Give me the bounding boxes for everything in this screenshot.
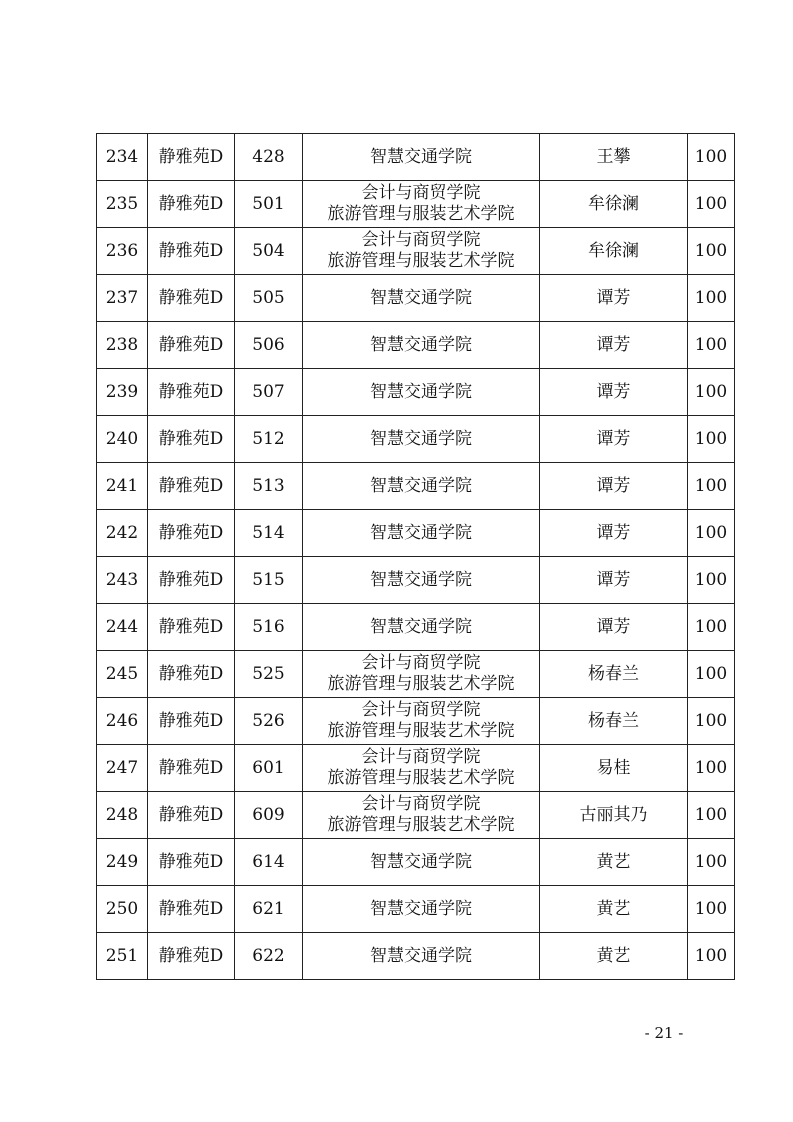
- person-cell: 谭芳: [540, 557, 688, 604]
- college-cell: [303, 839, 540, 886]
- building-cell: 静雅苑D: [148, 604, 235, 651]
- college-cell: [303, 557, 540, 604]
- table-row: [97, 228, 735, 275]
- college-line: 智慧交通学院: [370, 475, 472, 496]
- room-cell: 621: [235, 886, 303, 933]
- room-cell: 506: [235, 322, 303, 369]
- college-line: 旅游管理与服装艺术学院: [327, 721, 515, 741]
- person-cell: 杨春兰: [540, 651, 688, 698]
- table-row: [97, 416, 735, 463]
- person-cell: 黄艺: [540, 886, 688, 933]
- page-number: - 21 -: [644, 1024, 684, 1042]
- college-line: 旅游管理与服装艺术学院: [327, 251, 515, 271]
- person-cell: 谭芳: [540, 463, 688, 510]
- person-cell: 谭芳: [540, 369, 688, 416]
- college-line: 智慧交通学院: [370, 945, 472, 966]
- score-cell: 100: [688, 604, 735, 651]
- room-cell: 428: [235, 134, 303, 181]
- score-cell: 100: [688, 651, 735, 698]
- row-number: 237: [97, 275, 148, 322]
- building-cell: 静雅苑D: [148, 228, 235, 275]
- score-cell: 100: [688, 275, 735, 322]
- table-row: [97, 839, 735, 886]
- row-number: 250: [97, 886, 148, 933]
- college-line: 会计与商贸学院: [361, 653, 481, 673]
- score-cell: 100: [688, 463, 735, 510]
- row-number: 246: [97, 698, 148, 745]
- building-cell: 静雅苑D: [148, 933, 235, 980]
- table-row: [97, 463, 735, 510]
- college-line: 智慧交通学院: [370, 381, 472, 402]
- score-cell: 100: [688, 134, 735, 181]
- score-cell: 100: [688, 228, 735, 275]
- row-number: 243: [97, 557, 148, 604]
- table-row: [97, 604, 735, 651]
- row-number: 251: [97, 933, 148, 980]
- college-line: 会计与商贸学院: [361, 794, 481, 814]
- building-cell: 静雅苑D: [148, 181, 235, 228]
- college-line: 智慧交通学院: [370, 569, 472, 590]
- person-cell: 谭芳: [540, 604, 688, 651]
- college-line: 智慧交通学院: [370, 616, 472, 637]
- room-cell: 525: [235, 651, 303, 698]
- college-cell: [303, 651, 540, 698]
- table-row: [97, 792, 735, 839]
- person-cell: 牟徐澜: [540, 181, 688, 228]
- row-number: 239: [97, 369, 148, 416]
- college-cell: [303, 463, 540, 510]
- row-number: 234: [97, 134, 148, 181]
- person-cell: 杨春兰: [540, 698, 688, 745]
- person-cell: 王攀: [540, 134, 688, 181]
- person-cell: 谭芳: [540, 275, 688, 322]
- table-row: [97, 322, 735, 369]
- college-cell: [303, 745, 540, 792]
- room-cell: 609: [235, 792, 303, 839]
- table-row: [97, 557, 735, 604]
- college-cell: [303, 369, 540, 416]
- score-cell: 100: [688, 839, 735, 886]
- college-line: 旅游管理与服装艺术学院: [327, 674, 515, 694]
- table-body: [97, 134, 735, 980]
- building-cell: 静雅苑D: [148, 463, 235, 510]
- table-row: [97, 886, 735, 933]
- building-cell: 静雅苑D: [148, 322, 235, 369]
- score-cell: 100: [688, 886, 735, 933]
- person-cell: 易桂: [540, 745, 688, 792]
- room-cell: 507: [235, 369, 303, 416]
- person-cell: 古丽其乃: [540, 792, 688, 839]
- college-line: 会计与商贸学院: [361, 230, 481, 250]
- college-cell: [303, 933, 540, 980]
- college-line: 智慧交通学院: [370, 146, 472, 167]
- college-line: 智慧交通学院: [370, 851, 472, 872]
- college-line: 旅游管理与服装艺术学院: [327, 768, 515, 788]
- row-number: 238: [97, 322, 148, 369]
- score-cell: 100: [688, 557, 735, 604]
- dormitory-score-table: [96, 133, 735, 980]
- person-cell: 谭芳: [540, 416, 688, 463]
- room-cell: 504: [235, 228, 303, 275]
- row-number: 240: [97, 416, 148, 463]
- college-cell: [303, 886, 540, 933]
- score-cell: 100: [688, 369, 735, 416]
- building-cell: 静雅苑D: [148, 698, 235, 745]
- row-number: 245: [97, 651, 148, 698]
- person-cell: 黄艺: [540, 933, 688, 980]
- room-cell: 505: [235, 275, 303, 322]
- college-line: 会计与商贸学院: [361, 183, 481, 203]
- row-number: 242: [97, 510, 148, 557]
- table-row: [97, 745, 735, 792]
- college-line: 智慧交通学院: [370, 428, 472, 449]
- score-cell: 100: [688, 698, 735, 745]
- college-cell: [303, 275, 540, 322]
- row-number: 241: [97, 463, 148, 510]
- table-row: [97, 698, 735, 745]
- room-cell: 501: [235, 181, 303, 228]
- score-cell: 100: [688, 416, 735, 463]
- room-cell: 614: [235, 839, 303, 886]
- table-row: [97, 651, 735, 698]
- building-cell: 静雅苑D: [148, 651, 235, 698]
- college-line: 智慧交通学院: [370, 898, 472, 919]
- room-cell: 515: [235, 557, 303, 604]
- college-line: 会计与商贸学院: [361, 747, 481, 767]
- college-cell: [303, 134, 540, 181]
- table-row: [97, 181, 735, 228]
- row-number: 244: [97, 604, 148, 651]
- table-row: [97, 933, 735, 980]
- college-line: 智慧交通学院: [370, 522, 472, 543]
- person-cell: 黄艺: [540, 839, 688, 886]
- building-cell: 静雅苑D: [148, 792, 235, 839]
- building-cell: 静雅苑D: [148, 839, 235, 886]
- row-number: 248: [97, 792, 148, 839]
- table-row: [97, 275, 735, 322]
- room-cell: 622: [235, 933, 303, 980]
- college-cell: [303, 698, 540, 745]
- room-cell: 513: [235, 463, 303, 510]
- room-cell: 516: [235, 604, 303, 651]
- college-cell: [303, 322, 540, 369]
- table-row: [97, 134, 735, 181]
- room-cell: 601: [235, 745, 303, 792]
- college-cell: [303, 228, 540, 275]
- row-number: 235: [97, 181, 148, 228]
- person-cell: 牟徐澜: [540, 228, 688, 275]
- college-cell: [303, 604, 540, 651]
- person-cell: 谭芳: [540, 510, 688, 557]
- score-cell: 100: [688, 181, 735, 228]
- building-cell: 静雅苑D: [148, 134, 235, 181]
- building-cell: 静雅苑D: [148, 369, 235, 416]
- building-cell: 静雅苑D: [148, 745, 235, 792]
- college-line: 智慧交通学院: [370, 287, 472, 308]
- person-cell: 谭芳: [540, 322, 688, 369]
- building-cell: 静雅苑D: [148, 275, 235, 322]
- building-cell: 静雅苑D: [148, 886, 235, 933]
- college-line: 会计与商贸学院: [361, 700, 481, 720]
- score-cell: 100: [688, 510, 735, 557]
- room-cell: 526: [235, 698, 303, 745]
- row-number: 247: [97, 745, 148, 792]
- score-cell: 100: [688, 933, 735, 980]
- building-cell: 静雅苑D: [148, 416, 235, 463]
- college-cell: [303, 792, 540, 839]
- row-number: 236: [97, 228, 148, 275]
- building-cell: 静雅苑D: [148, 557, 235, 604]
- college-cell: [303, 181, 540, 228]
- table-row: [97, 369, 735, 416]
- score-cell: 100: [688, 792, 735, 839]
- room-cell: 512: [235, 416, 303, 463]
- building-cell: 静雅苑D: [148, 510, 235, 557]
- score-cell: 100: [688, 322, 735, 369]
- table-row: [97, 510, 735, 557]
- college-line: 旅游管理与服装艺术学院: [327, 815, 515, 835]
- room-cell: 514: [235, 510, 303, 557]
- score-cell: 100: [688, 745, 735, 792]
- college-cell: [303, 416, 540, 463]
- college-cell: [303, 510, 540, 557]
- row-number: 249: [97, 839, 148, 886]
- college-line: 旅游管理与服装艺术学院: [327, 204, 515, 224]
- college-line: 智慧交通学院: [370, 334, 472, 355]
